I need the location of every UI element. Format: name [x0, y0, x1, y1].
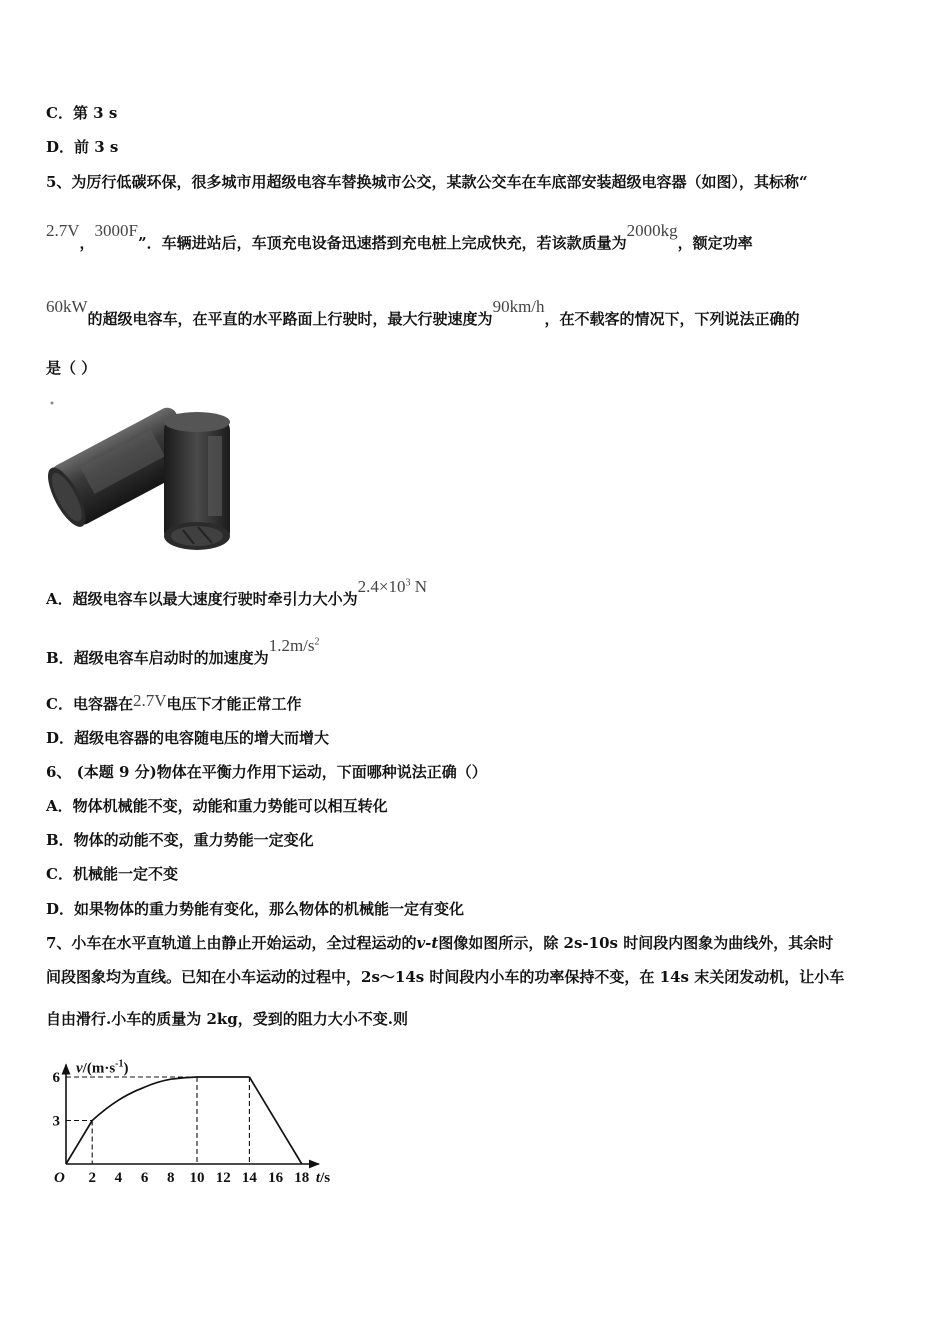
- x-tick-label: 4: [114, 1170, 123, 1186]
- x-tick-label: 16: [268, 1170, 284, 1186]
- q6-option-c: C．机械能一定不变: [46, 865, 178, 883]
- q5-capacitance: 3000F: [94, 221, 139, 240]
- q5-option-b: B．超级电容车启动时的加速度为$1.2m/s^2$: [46, 636, 320, 667]
- x-tick-label: 18: [294, 1170, 310, 1186]
- supercapacitor-photo: [46, 388, 236, 552]
- x-tick-label: 14: [241, 1170, 257, 1186]
- x-axis-label: t/s: [315, 1170, 331, 1186]
- q5-option-c-value: 2.7V: [132, 691, 167, 710]
- q6-option-a: A．物体机械能不变，动能和重力势能可以相互转化: [46, 797, 388, 815]
- x-tick-label: 2: [88, 1170, 96, 1186]
- q4-option-c: C．第 3 s: [46, 104, 118, 122]
- x-tick-label: 10: [189, 1170, 205, 1186]
- q5-stem-line2: 2.7V，3000F”．车辆进站后，车顶充电设备迅速搭到充电桩上完成快充，若该款质量为2000kg，额定功率: [46, 221, 753, 252]
- q7-stem-line3: 自由滑行.小车的质量为 2kg，受到的阻力大小不变.则: [46, 1010, 408, 1028]
- vt-graph: [46, 1036, 336, 1186]
- q5-option-b-value: $1.2m/s^2$: [268, 636, 320, 655]
- x-tick-label: 6: [140, 1170, 149, 1186]
- q5-option-a: A．超级电容车以最大速度行驶时牵引力大小为$2.4\times 10^3$ N: [46, 577, 428, 608]
- q6-option-d: D．如果物体的重力势能有变化，那么物体的机械能一定有变化: [46, 900, 465, 918]
- q7-stem-line1: 7、小车在水平直轨道上由静止开始运动，全过程运动的v-t图像如图所示，除 2s-10s 时间段内图象为曲线外，其余时: [46, 934, 834, 952]
- q5-stem-line3: 60kW的超级电容车，在平直的水平路面上行驶时，最大行驶速度为90km/h，在不载客的情况下，下列说法正确的: [46, 297, 800, 328]
- q5-stem-line4: 是（ ）: [46, 359, 97, 377]
- vt-segment-0: [66, 1121, 92, 1165]
- q5-option-c: C．电容器在2.7V电压下才能正常工作: [46, 691, 302, 713]
- y-tick-label: 3: [52, 1113, 60, 1130]
- q6-stem: 6、 (本题 9 分)物体在平衡力作用下运动，下面哪种说法正确（）: [46, 763, 487, 781]
- q5-option-a-value: $2.4\times 10^3$ N: [357, 577, 428, 596]
- q7-stem-line2: 间段图象均为直线。已知在小车运动的过程中，2s～14s 时间段内小车的功率保持不变，在 14s 末关闭发动机，让小车: [46, 968, 845, 986]
- x-tick-label: 8: [167, 1170, 175, 1186]
- q5-mass: 2000kg: [626, 221, 678, 240]
- q6-option-b: B．物体的动能不变，重力势能一定变化: [46, 831, 314, 849]
- vt-segment-3: [249, 1077, 301, 1164]
- q5-voltage: 2.7V: [46, 221, 80, 240]
- y-axis-label: $v/(m\cdot s^{-1})$: [76, 1058, 129, 1077]
- y-tick-label: 6: [52, 1070, 60, 1086]
- q5-option-d: D．超级电容器的电容随电压的增大而增大: [46, 729, 330, 747]
- x-tick-label: 12: [215, 1170, 231, 1186]
- vt-segment-1: [92, 1077, 197, 1121]
- q4-option-d: D．前 3 s: [46, 138, 119, 156]
- q5-power: 60kW: [46, 297, 88, 316]
- q5-stem-line1: 5、为厉行低碳环保，很多城市用超级电容车替换城市公交，某款公交车在车底部安装超级电容器（如图），其标称“: [46, 173, 808, 191]
- origin-label: O: [54, 1170, 65, 1186]
- q5-max-speed: 90km/h: [492, 297, 545, 316]
